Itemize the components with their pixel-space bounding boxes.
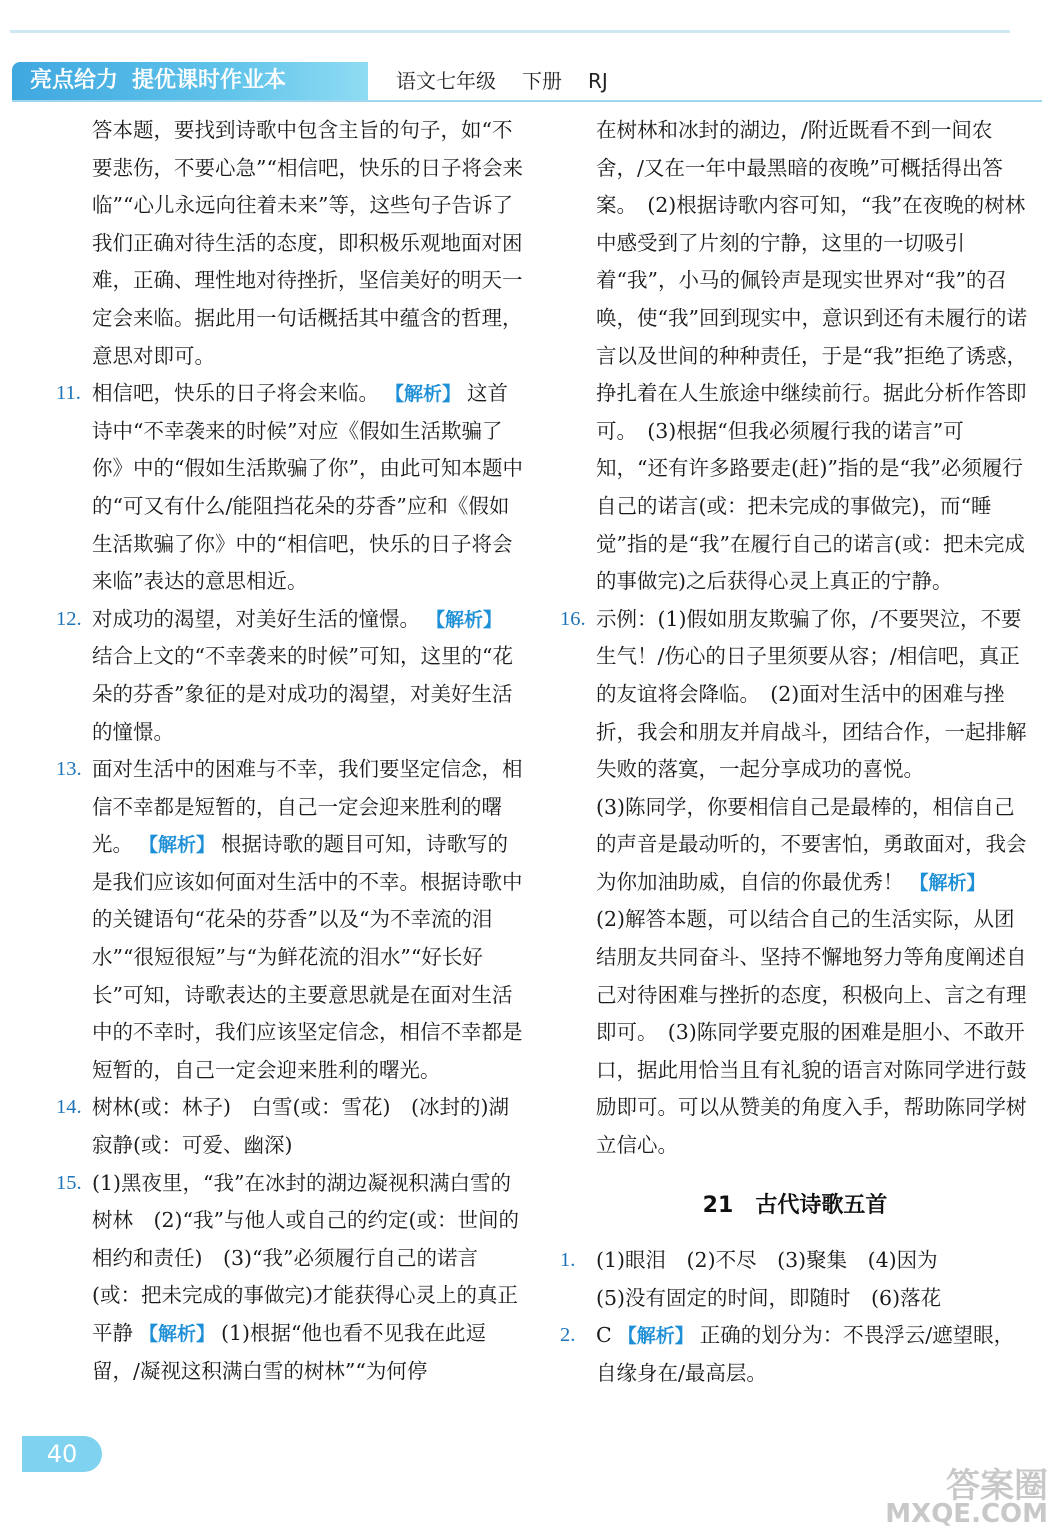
analysis-tag: 【解析】 [139, 1323, 216, 1345]
question-14 [56, 1089, 530, 1164]
brand-label: 亮点给力 [30, 68, 119, 93]
header-rule [12, 100, 1042, 102]
analysis-tag: 【解析】 [385, 383, 462, 406]
analysis-tag: 【解析】 [426, 608, 503, 631]
question-12 [58, 601, 526, 751]
answer-text: 对成功的渴望，对美好生活的憧憬。 [92, 606, 420, 631]
section-title [562, 1187, 1028, 1225]
answer-line-1: (1)眼泪 (2)不尽 (3)聚集 (4)因为 [596, 1248, 938, 1273]
analysis-text: 根据诗歌的题目可知，诗歌写的是我们应该如何面对生活中的不幸。根据诗歌中的关键语句“花朵的芬香”以及“为不幸流的泪水”“很短很短”与“为鲜花流的泪水”“好长好长”可知，诗歌表达的主要意思就是在面对生活中的不幸时，我们应该坚定信念，相信不幸都是短暂的，自己一定会迎来胜利的曙光。 [92, 832, 523, 1082]
answer-text: 示例：(1)假如朋友欺骗了你，/不要哭泣，不要生气！/伤心的日子里须要从容；/相信吧，真正的友谊将会降临。 (2)面对生活中的困难与挫折，我会和朋友并肩战斗，团结合作，一起排解失败的落寞，一起分享成功的喜悦。 [596, 606, 1027, 782]
section-number: 21 [702, 1192, 734, 1218]
question-number: 2. [560, 1324, 576, 1347]
answer-text: (1)黑夜里，“我”在冰封的湖边凝视积满白雪的树林 (2)“我”与他人或自己的约定(或：世间的相约和责任) (3)“我”必须履行自己的诺言(或：把未完成的事做完)才能获得心灵上的真正平静 [92, 1170, 519, 1345]
analysis-text: (1)根据“他也看不见我在此逗留，/凝视这积满白雪的树林”“为何停 [92, 1321, 487, 1383]
question-16-analysis: (2)解答本题，可以结合自己的生活实际，从团结朋友共同奋斗、坚持不懈地努力等角度阐述自己对待困难与挫折的态度，积极向上、言之有理即可。 (3)陈同学要克服的困难是胆小、不敢开口，据此用恰当且有礼貌的语言对陈同学进行鼓励即可。可以从赞美的角度入手，帮助陈同学树立信心。 [596, 907, 1027, 1158]
question-16-part3 [562, 789, 1028, 902]
watermark-logo: 答案圈 MXQE.COM [885, 1466, 1048, 1529]
answer-text: 相信吧，快乐的日子将会来临。 [92, 381, 379, 406]
subject-label: 语文七年级 [396, 69, 496, 93]
question-13 [58, 751, 526, 1089]
question-number: 1. [560, 1249, 576, 1272]
analysis-tag: 【解析】 [909, 871, 986, 894]
section-question-1 [562, 1242, 1028, 1317]
edition-label: RJ [588, 69, 608, 93]
answer-text: C [596, 1323, 612, 1348]
page-header [0, 0, 1054, 100]
question-number: 12. [56, 607, 82, 630]
page-number: 40 [22, 1436, 102, 1472]
intro-analysis: 答本题，要找到诗歌中包含主旨的句子，如“不要悲伤，不要心急”“相信吧，快乐的日子将会来临”“心儿永远向往着未来”等，这些句子告诉了我们正确对待生活的态度，即积极乐观地面对困难，正确、理性地对待挫折，坚信美好的明天一定会来临。据此用一句话概括其中蕴含的哲理，意思对即可。 [92, 118, 523, 368]
subject-info [396, 62, 634, 100]
series-label: 提优课时作业本 [132, 68, 287, 93]
answer-text: (3)陈同学，你要相信自己是最棒的，相信自己的声音是最动听的，不要害怕，勇敢面对，我会为你加油助威，自信的你最优秀！ [596, 794, 1027, 894]
question-number: 14. [56, 1096, 82, 1119]
question-number: 15. [56, 1171, 82, 1194]
header-rule-top [10, 30, 1010, 33]
volume-label: 下册 [522, 69, 562, 93]
question-number: 11. [56, 382, 81, 405]
left-column [56, 112, 530, 1390]
series-banner [12, 62, 368, 100]
analysis-text: 正确的划分为：不畏浮云/遮望眼，自缘身在/最高层。 [596, 1323, 1015, 1385]
question-number: 13. [56, 758, 82, 781]
answer-line-2: (5)没有固定的时间，即随时 (6)落花 [596, 1285, 942, 1310]
answer-text: 树林(或：林子) 白雪(或：雪花) (冰封的)湖 寂静(或：可爱、幽深) [92, 1095, 530, 1158]
analysis-text: 结合上文的“不幸袭来的时候”可知，这里的“花朵的芬香”象征的是对成功的渴望，对美好生活的憧憬。 [92, 644, 513, 744]
question-15-continued: 在树林和冰封的湖边，/附近既看不到一间农舍，/又在一年中最黑暗的夜晚”可概括得出答案。 (2)根据诗歌内容可知，“我”在夜晚的树林中感受到了片刻的宁静，这里的一切吸引着“我”，小马的佩铃声是现实世界对“我”的召唤，使“我”回到现实中，意识到还有未履行的诺言以及世间的种种责任，于是“我”拒绝了诱惑，挣扎着在人生旅途中继续前行。据此分析作答即可。 (3)根据“但我必须履行我的诺言”可知，“还有许多路要走(赶)”指的是“我”必须履行自己的诺言(或：把未完成的事做完)，而“睡觉”指的是“我”在履行自己的诺言(或：把未完成的事做完)之后获得心灵上真正的宁静。 [596, 118, 1027, 594]
question-11 [58, 375, 526, 601]
analysis-text: 这首诗中“不幸袭来的时候”对应《假如生活欺骗了你》中的“假如生活欺骗了你”，由此可知本题中的“可又有什么/能阻挡花朵的芬香”应和《假如生活欺骗了你》中的“相信吧，快乐的日子将会来临”表达的意思相近。 [92, 381, 523, 594]
question-16 [562, 601, 1028, 789]
analysis-tag: 【解析】 [139, 834, 216, 857]
question-number: 16. [560, 607, 586, 630]
section-name: 古代诗歌五首 [755, 1192, 888, 1218]
analysis-tag: 【解析】 [617, 1325, 694, 1348]
right-column [562, 112, 1028, 1393]
answer-text: 面对生活中的困难与不幸，我们要坚定信念，相信不幸都是短暂的，自己一定会迎来胜利的曙光。 [92, 757, 523, 857]
question-15 [58, 1165, 526, 1391]
section-question-2 [562, 1317, 1028, 1392]
